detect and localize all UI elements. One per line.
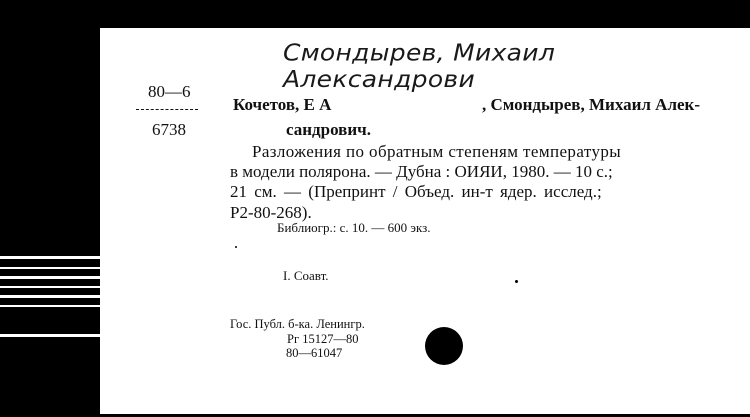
shelf-mark-top: 80—6 (148, 82, 191, 101)
ink-blot (425, 327, 463, 365)
accession-number-1: Рг 15127—80 (287, 332, 359, 346)
scan-stripe (0, 276, 100, 279)
scan-stripe (0, 295, 100, 298)
accession-number-2: 80—61047 (286, 346, 343, 360)
scan-stripe (0, 286, 100, 288)
title-line-2: в модели полярона. — Дубна : ОИЯИ, 1980. — 10 с.; (230, 162, 613, 181)
bibliography-note: Библиогр.: с. 10. — 600 экз. (277, 220, 431, 235)
scan-stripe (0, 334, 100, 337)
handwritten-author-name: Смондырев, Михаил Александрови (283, 39, 556, 93)
heading-authors: Кочетов, Е А (233, 95, 332, 114)
title-line-1: Разложения по обратным степеням температуры (252, 142, 622, 161)
heading-coauthor-continued: сандрович. (286, 120, 371, 139)
title-line-4: Р2-80-268). (230, 203, 312, 222)
shelf-mark-divider (136, 109, 198, 110)
catalog-card (100, 28, 750, 414)
scan-stripe (0, 256, 100, 259)
ink-speck (515, 280, 518, 283)
heading-coauthor: , Смондырев, Михаил Алек- (482, 95, 700, 114)
tracing-note: I. Соавт. (283, 268, 329, 283)
shelf-mark-bottom: 6738 (152, 120, 186, 139)
ink-speck (235, 246, 237, 248)
scan-stripe (0, 305, 100, 307)
library-stamp-text: Гос. Публ. б-ка. Ленингр. (230, 317, 365, 331)
title-line-3: 21 см. — (Препринт / Объед. ин-т ядер. исслед.; (230, 182, 602, 201)
scan-stripe (0, 267, 100, 269)
